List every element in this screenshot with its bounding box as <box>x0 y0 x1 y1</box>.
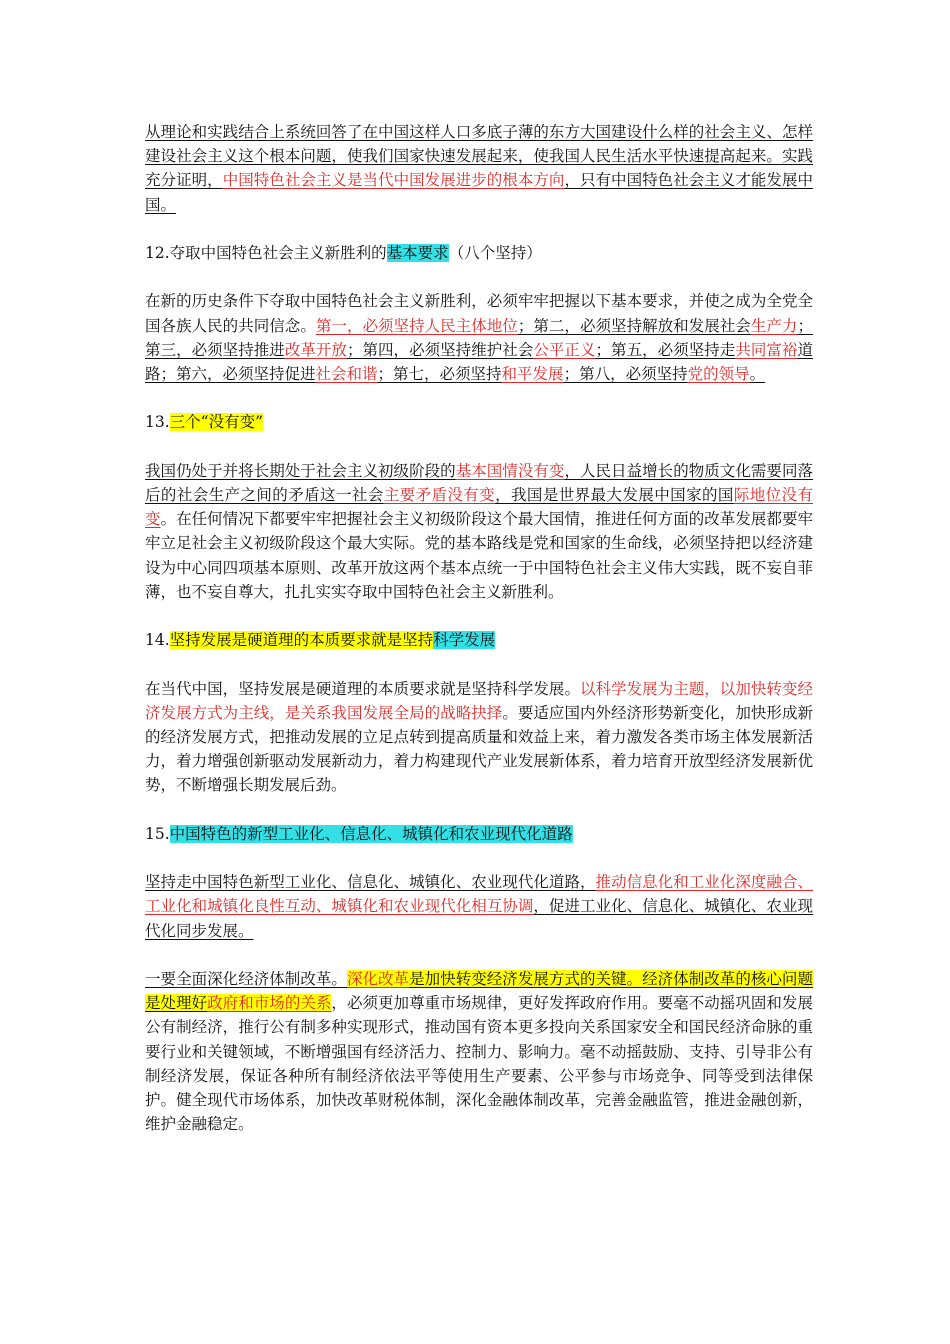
text-run: 。要适应国内外经济形势新变化，加快形成新的经济发展方式，把推动发展的立足点转到提高质量和效益上来，着力激发各类市场主体发展新活力，着力增强创新驱动发展新动力，着力构建现代产业发展新体系，着力培育开放型经济发展新优势，不断增强长期发展后劲。 <box>145 703 813 795</box>
highlight-cyan: 基本要求 <box>386 244 449 262</box>
text-run: ；第八，必须坚持 <box>563 365 688 383</box>
paragraph-intro <box>145 120 813 217</box>
text-run: 在当代中国，坚持发展是硬道理的本质要求就是坚持科学发展。 <box>145 679 580 698</box>
heading-text: 夺取中国特色社会主义新胜利的 <box>169 244 387 262</box>
text-run: 坚持走中国特色新型工业化、信息化、城镇化、农业现代化道路， <box>145 873 596 892</box>
emphasis-red: 主要矛盾没有变 <box>383 485 496 504</box>
heading-14 <box>145 628 813 652</box>
heading-number: 14. <box>145 631 170 650</box>
text-run: 道路；第六，必须坚持促进 <box>145 340 813 383</box>
paragraph-15 <box>145 870 813 943</box>
text-run: ，人民日益增长的物质文化需要同落后的社会生产之间的矛盾这一社会 <box>145 461 813 504</box>
text-run: 从理论和实践结合上系统回答了在中国这样人口多底子薄的东方大国建设什么样的社会主义、怎样建设社会主义这个根本问题，使我们国家快速发展起来，使我国人民生活水平快速提高起来。实践充分证明， <box>145 123 813 190</box>
paragraph-13 <box>145 459 813 604</box>
text-run: 。在任何情况下都要牢牢把握社会主义初级阶段这个最大国情，推进任何方面的改革发展都要牢牢立足社会主义初级阶段这个最大实际。党的基本路线是党和国家的生命线，必须坚持把以经济建设为中心同四项基本原则、改革开放这两个基本点统一于中国特色社会主义伟大实践，既不妄自菲薄，也不妄自尊大，扎扎实实夺取中国特色社会主义新胜利。 <box>145 510 813 601</box>
emphasis-red: 推动信息化和工业化深度融合、工业化和城镇化良性互动、城镇化和农业现代化相互协调 <box>145 873 813 916</box>
emphasis-red: 际地位没有变 <box>145 485 813 529</box>
highlight-cyan: 中国特色的新型工业化、信息化、城镇化和农业现代化道路 <box>169 824 573 843</box>
emphasis-red: 社会和谐 <box>315 365 378 383</box>
text-run: ；第七，必须坚持 <box>377 365 502 383</box>
highlight-yellow-red: 政府和市场的关系 <box>207 994 332 1013</box>
emphasis-red: 和平发展 <box>501 365 564 383</box>
text-run: 一要全面深化经济体制改革。 <box>145 969 347 988</box>
paragraph-16 <box>145 967 813 1136</box>
highlight-yellow: 是加快转变经济发展方式的关键。经济体制改革的核心问题是处理好 <box>145 969 813 1013</box>
emphasis-red: 基本国情没有变 <box>455 461 565 480</box>
highlight-yellow: 三个“没有变” <box>169 413 264 432</box>
heading-number: 12. <box>145 244 170 262</box>
emphasis-red: 党的领导 <box>687 365 750 383</box>
text-run: ，只有中国特色社会主义才能发展中国。 <box>145 171 813 214</box>
text-run: ；第四，必须坚持维护社会 <box>346 340 534 359</box>
heading-12 <box>145 241 813 265</box>
paragraph-12 <box>145 289 813 386</box>
heading-13 <box>145 410 813 434</box>
highlight-yellow: 坚持发展是硬道理的本质要求就是坚持 <box>169 631 434 650</box>
paragraph-14 <box>145 677 813 798</box>
emphasis-red: 中国特色社会主义是当代中国发展进步的根本方向 <box>222 171 565 190</box>
text-run: ；第三，必须坚持推进 <box>145 316 813 359</box>
heading-number: 15. <box>145 824 170 843</box>
text-run: ；第二，必须坚持解放和发展社会 <box>517 316 751 335</box>
highlight-yellow-red: 深化改革 <box>346 969 410 988</box>
text-run: 在新的历史条件下夺取中国特色社会主义新胜利，必须牢牢把握以下基本要求，并使之成为全党全国各族人民的共同信念。 <box>145 292 813 335</box>
emphasis-red: 以科学发展为主题，以加快转变经济发展方式为主线，是关系我国发展全局的战略抉择 <box>145 679 813 722</box>
emphasis-red: 公平正义 <box>533 340 596 359</box>
emphasis-red: 改革开放 <box>284 340 347 359</box>
highlight-cyan: 科学发展 <box>433 631 496 650</box>
emphasis-red: 共同富裕 <box>735 340 798 359</box>
heading-text: （八个坚持） <box>448 244 542 262</box>
heading-number: 13. <box>145 413 170 432</box>
heading-15 <box>145 822 813 846</box>
text-run: 我国仍处于并将长期处于社会主义初级阶段的 <box>145 461 456 480</box>
emphasis-red: 生产力 <box>750 316 798 335</box>
document-page <box>145 120 813 1136</box>
emphasis-red: 第一，必须坚持人民主体地位 <box>315 316 518 335</box>
text-run: ；第五，必须坚持走 <box>595 340 736 359</box>
text-run: 。 <box>749 365 766 383</box>
text-run: ，必须更加尊重市场规律，更好发挥政府作用。要毫不动摇巩固和发展公有制经济，推行公有制多种实现形式，推动国有资本更多投向关系国家安全和国民经济命脉的重要行业和关键领域，不断增强国有经济活力、控制力、影响力。毫不动摇鼓励、支持、引导非公有制经济发展，保证各种所有制经济依法平等使用生产要素、公平参与市场竞争、同等受到法律保护。健全现代市场体系，加快改革财税体制，深化金融体制改革，完善金融监管，推进金融创新，维护金融稳定。 <box>145 994 813 1134</box>
text-run: ，我国是世界最大发展中国家的国 <box>495 485 734 504</box>
text-run: ，促进工业化、信息化、城镇化、农业现代化同步发展。 <box>145 897 813 940</box>
